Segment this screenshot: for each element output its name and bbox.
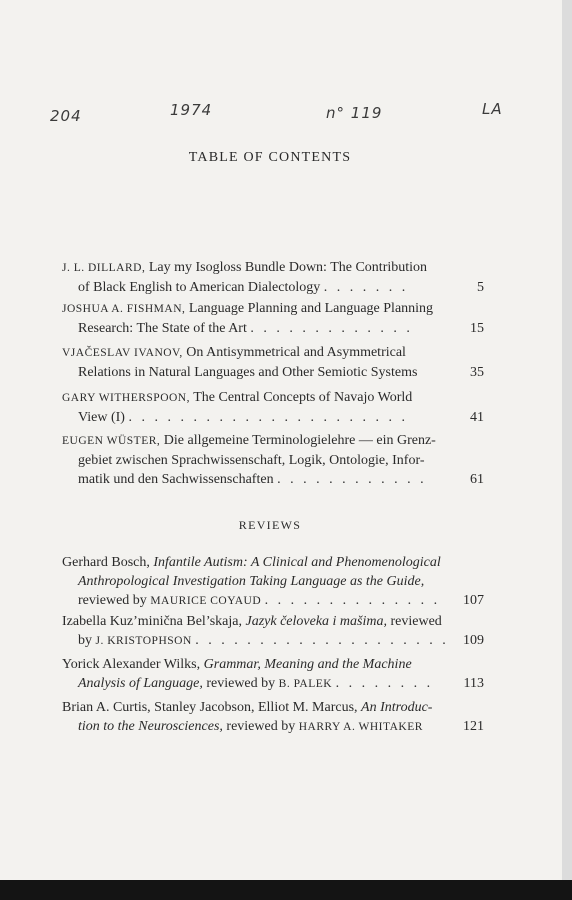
leader-dots: . . . . . . . . . . . .	[277, 472, 427, 487]
leader-dots: . . . . . . . .	[335, 676, 434, 691]
scan-shadow	[0, 880, 572, 900]
reviewed-by-label: reviewed by	[206, 676, 276, 691]
reviewed-by-label: reviewed by	[226, 719, 296, 734]
entry-title: Language Planning and Language Planning	[188, 301, 434, 316]
page-number: 5	[477, 280, 484, 295]
leader-dots: . . . . . . . . . . . . . . . . . . . .	[195, 633, 449, 648]
review-title: Anthropological Investigation Taking Language as the Guide,	[78, 574, 425, 589]
leader-dots: . . . . . . .	[323, 280, 409, 295]
toc-entry	[62, 388, 482, 427]
reviewer-name: HARRY A. WHITAKER	[298, 721, 423, 733]
page-number: 113	[463, 676, 484, 691]
section-heading-reviews: REVIEWS	[238, 518, 302, 532]
entry-author: JOSHUA A. FISHMAN,	[62, 303, 186, 315]
page-number: 107	[463, 593, 484, 608]
entry-author: VJAČESLAV IVANOV,	[62, 347, 183, 359]
entry-title: Relations in Natural Languages and Other Semiotic Systems	[78, 365, 418, 380]
handwritten-note: 204	[50, 107, 82, 125]
entry-title: The Central Concepts of Navajo World	[193, 390, 413, 405]
entry-title: On Antisymmetrical and Asymmetrical	[186, 345, 406, 360]
reviewer-name: J. KRISTOPHSON	[95, 635, 192, 647]
reviewer-name: B. PALEK	[278, 678, 333, 690]
page-number: 121	[463, 719, 484, 734]
reviewed-label: reviewed	[390, 614, 442, 629]
leader-dots: . . . . . . . . . . . . . .	[264, 593, 441, 608]
review-title: tion to the Neurosciences,	[78, 719, 223, 734]
leader-dots: . . . . . . . . . . . . . . . . . . . . . .	[128, 410, 408, 425]
leader-dots: . . . . . . . . . . . . .	[250, 321, 413, 336]
entry-title: Research: The State of the Art	[78, 321, 247, 336]
review-title: Analysis of Language,	[78, 676, 203, 691]
review-author: Brian A. Curtis, Stanley Jacobson, Elliot M. Marcus,	[62, 700, 358, 715]
entry-title: matik und den Sachwissenschaften	[78, 472, 274, 487]
review-entry	[62, 612, 482, 651]
review-title: Grammar, Meaning and the Machine	[203, 657, 412, 672]
review-title: Jazyk čeloveka i mašima,	[245, 614, 387, 629]
reviewed-by-label: reviewed by	[78, 593, 147, 608]
page-number: 35	[470, 365, 484, 380]
entry-title: of Black English to American Dialectology	[78, 280, 321, 295]
toc-entry	[62, 258, 482, 297]
review-title: Infantile Autism: A Clinical and Phenomenological	[153, 555, 441, 570]
review-entry	[62, 698, 482, 737]
entry-title: Lay my Isogloss Bundle Down: The Contribution	[148, 260, 428, 275]
toc-entry	[62, 431, 482, 489]
entry-author: GARY WITHERSPOON,	[62, 392, 190, 404]
toc-entry	[62, 343, 482, 382]
page-number: 15	[470, 321, 484, 336]
toc-entry	[62, 299, 482, 338]
review-author: Izabella Kuz’minična Bel’skaja,	[62, 614, 242, 629]
entry-author: J. L. DILLARD,	[62, 262, 146, 274]
page-title: TABLE OF CONTENTS	[188, 150, 352, 165]
handwritten-note: LA	[482, 100, 503, 118]
entry-title: gebiet zwischen Sprachwissenschaft, Logik, Ontologie, Infor-	[78, 453, 425, 468]
handwritten-note: 1974	[170, 101, 213, 119]
review-entry	[62, 655, 482, 694]
handwritten-note: n° 119	[326, 104, 383, 122]
page-number: 61	[470, 472, 484, 487]
reviewer-name: MAURICE COYAUD	[150, 595, 262, 607]
review-title: An Introduc-	[361, 700, 433, 715]
page-edge	[562, 0, 572, 880]
page-number: 41	[470, 410, 484, 425]
review-entry	[62, 553, 482, 611]
entry-title: View (I)	[78, 410, 125, 425]
entry-author: EUGEN WÜSTER,	[62, 435, 161, 447]
review-author: Gerhard Bosch,	[62, 555, 150, 570]
entry-title: Die allgemeine Terminologielehre — ein Grenz-	[163, 433, 436, 448]
reviewed-by-label: by	[78, 633, 92, 648]
review-author: Yorick Alexander Wilks,	[62, 657, 201, 672]
page-number: 109	[463, 633, 484, 648]
